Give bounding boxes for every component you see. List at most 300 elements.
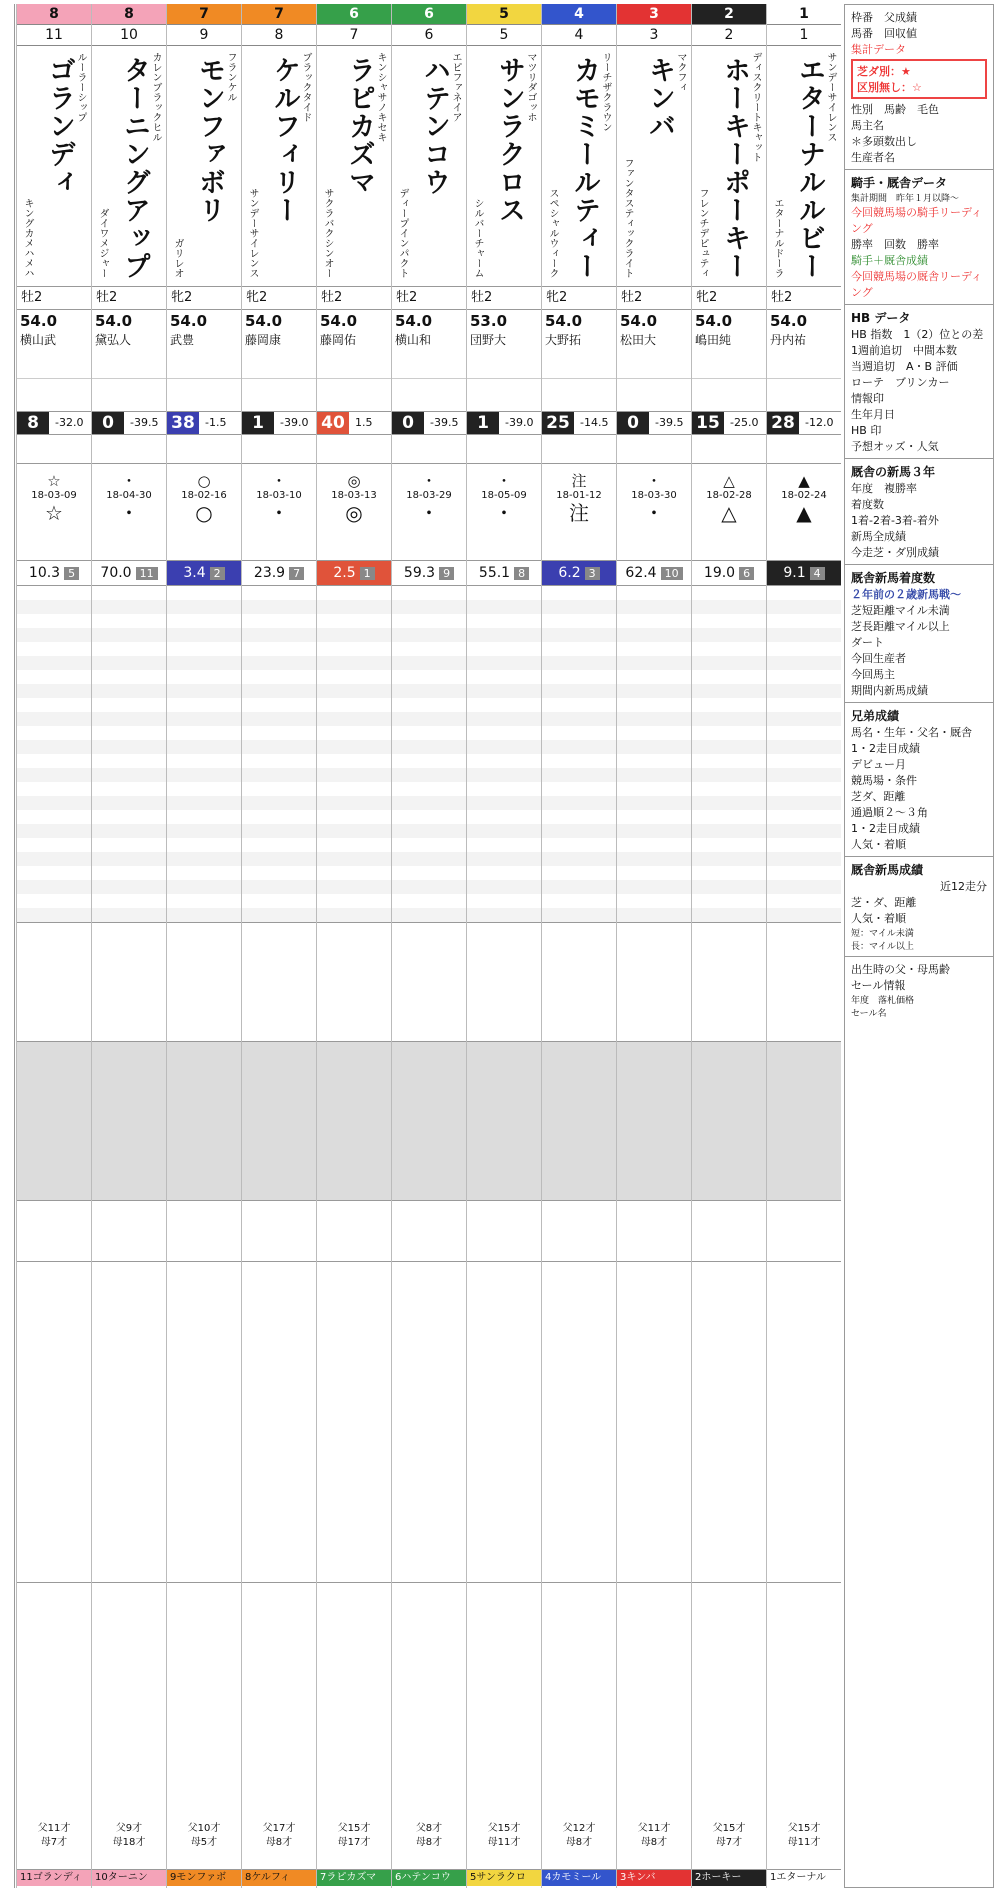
sibling-list — [317, 923, 391, 1042]
popularity: 11 — [136, 567, 158, 580]
legend-sale: セール情報 — [851, 979, 906, 992]
stable-stats-grid — [617, 586, 691, 923]
damsire-name: スペシャルウィーク — [547, 188, 558, 278]
racecard-sheet — [14, 4, 996, 1888]
stable-recent-form — [617, 1583, 691, 1847]
hb-diff: -1.5 — [205, 416, 227, 429]
dam-age: 母8才 — [640, 1837, 668, 1848]
sibling-list — [392, 923, 466, 1042]
name-box — [542, 46, 616, 287]
recent-debut-races — [392, 1262, 466, 1583]
waku-number: 6 — [317, 4, 391, 25]
dam-age: 母5才 — [190, 1837, 218, 1848]
sibling-list — [167, 923, 241, 1042]
legend-hb-info: 情報印 — [851, 392, 884, 405]
legend-sale-block — [845, 957, 993, 1023]
hb-diff: -12.0 — [805, 416, 834, 429]
trainer-name — [692, 379, 766, 397]
name-box — [242, 46, 316, 287]
info-mark: ▲ — [798, 472, 810, 490]
horse-name: ケルフィリー — [269, 56, 300, 224]
predicted-odds — [767, 561, 841, 586]
sibling-list — [92, 923, 166, 1042]
popularity: 10 — [661, 567, 683, 580]
run-count — [467, 397, 541, 412]
jockey-stats — [17, 348, 91, 379]
hb-mark: ・ — [644, 501, 664, 525]
jockey-weight: 54.0 — [695, 312, 733, 330]
jockey-stats — [542, 348, 616, 379]
legend-stable-block — [845, 459, 993, 565]
jockey-weight: 54.0 — [770, 312, 808, 330]
popularity: 2 — [210, 567, 225, 580]
jockey-name: 藤岡康 — [245, 333, 282, 347]
horse-column — [616, 4, 691, 1888]
recent-debut-races — [692, 1262, 766, 1583]
horse-column — [766, 4, 841, 1888]
horse-tag: 7ラピカズマ — [317, 1869, 391, 1886]
legend-jockey-leading: 今回競馬場の騎手リーディング — [851, 206, 983, 235]
name-box — [167, 46, 241, 287]
hb-value: 1 — [467, 412, 499, 434]
parent-ages — [167, 1822, 241, 1850]
trainer-name — [542, 379, 616, 397]
hb-index — [617, 412, 691, 435]
jockey-stats — [92, 348, 166, 379]
waku-number: 3 — [617, 4, 691, 25]
sibling-trainer — [692, 1201, 766, 1262]
legend-stable-all: 新馬全成績 — [851, 530, 906, 543]
legend-turf-dirt: 芝ダ別：★ — [857, 65, 911, 78]
horse-tag: 9モンファボ — [167, 1869, 241, 1886]
sire-age: 父10才 — [187, 1823, 221, 1834]
sibling-detail — [17, 1042, 91, 1201]
trainer-name — [467, 379, 541, 397]
popularity: 6 — [739, 567, 754, 580]
jockey-stats — [167, 348, 241, 379]
jockey-weight: 53.0 — [470, 312, 508, 330]
damsire-name: ガリレオ — [172, 238, 183, 278]
parent-ages — [467, 1822, 541, 1850]
sex-age: 牝2 — [242, 287, 316, 310]
dam-age: 母8才 — [565, 1837, 593, 1848]
hb-value: 15 — [692, 412, 724, 434]
horse-name: ハテンコウ — [419, 56, 450, 196]
stable-stats-grid — [17, 586, 91, 923]
hb-workout — [92, 435, 166, 464]
stable-recent-form — [92, 1583, 166, 1847]
hb-value: 0 — [92, 412, 124, 434]
horse-column — [691, 4, 766, 1888]
damsire-name: シルバーチャーム — [472, 198, 483, 278]
legend-recent-pop: 人気・着順 — [851, 912, 906, 925]
legend-jockey-trainer: 騎手＋厩舎成績 — [851, 254, 928, 267]
stable-stats-grid — [167, 586, 241, 923]
legend-hb-rotation: ローテ ブリンカー — [851, 376, 950, 389]
horse-number: 7 — [317, 25, 391, 46]
jockey-name: 藤岡佑 — [320, 333, 357, 347]
jockey-stats — [317, 348, 391, 379]
sire-name: マツリダゴッホ — [525, 52, 536, 122]
legend-stable-surface: 今走芝・ダ別成績 — [851, 546, 939, 559]
horse-column — [316, 4, 391, 1888]
sire-age: 父15才 — [712, 1823, 746, 1834]
sire-name: キンシャサノキセキ — [375, 52, 386, 142]
stable-recent-form — [392, 1583, 466, 1847]
legend-jockey-block — [845, 170, 993, 305]
name-box — [17, 46, 91, 287]
horse-tag: 11ゴランディ — [17, 1869, 91, 1886]
run-count — [617, 397, 691, 412]
hb-index — [692, 412, 766, 435]
info-mark: 注 — [571, 472, 587, 490]
legend-dirt: ダート — [851, 636, 884, 649]
name-box — [392, 46, 466, 287]
hb-workout — [542, 435, 616, 464]
legend-breeder2: 今回生産者 — [851, 652, 906, 665]
dam-age: 母17才 — [337, 1837, 371, 1848]
jockey-stats — [467, 348, 541, 379]
hb-mark: ・ — [269, 501, 289, 525]
odds-value: 62.4 — [625, 565, 657, 581]
prediction-mark — [317, 472, 391, 561]
legend-sibling-debut: デビュー月 — [851, 758, 906, 771]
odds-value: 9.1 — [783, 565, 806, 581]
hb-mark: ○ — [195, 501, 213, 525]
legend-jockey-title: 騎手・厩舎データ — [851, 176, 948, 190]
parent-ages — [692, 1822, 766, 1850]
parent-ages — [242, 1822, 316, 1850]
legend-breeder: 生産者名 — [851, 151, 895, 164]
birth-date: 18-02-24 — [781, 490, 827, 501]
stable-stats-grid — [392, 586, 466, 923]
hb-workout — [767, 435, 841, 464]
sibling-trainer — [17, 1201, 91, 1262]
hb-value: 25 — [542, 412, 574, 434]
sire-name: エピファネイア — [450, 52, 461, 122]
horse-column — [391, 4, 466, 1888]
hb-workout — [392, 435, 466, 464]
hb-value: 8 — [17, 412, 49, 434]
name-box — [617, 46, 691, 287]
hb-index — [242, 412, 316, 435]
horse-number: 1 — [767, 25, 841, 46]
legend-sibling-block — [845, 703, 993, 857]
legend-recent-block — [845, 857, 993, 957]
hb-index — [467, 412, 541, 435]
birth-date: 18-02-28 — [706, 490, 752, 501]
trainer-name — [317, 379, 391, 397]
sibling-list — [617, 923, 691, 1042]
sire-age: 父11才 — [637, 1823, 671, 1834]
name-box — [467, 46, 541, 287]
sibling-list — [467, 923, 541, 1042]
legend-turf-dirt-box — [851, 59, 987, 99]
horse-column — [466, 4, 541, 1888]
legend-panel — [844, 4, 994, 1888]
sibling-trainer — [392, 1201, 466, 1262]
hb-value: 0 — [392, 412, 424, 434]
prediction-mark — [392, 472, 466, 561]
hb-value: 38 — [167, 412, 199, 434]
stable-stats-grid — [242, 586, 316, 923]
predicted-odds — [167, 561, 241, 586]
waku-number: 7 — [167, 4, 241, 25]
dam-age: 母7才 — [40, 1837, 68, 1848]
sire-name: ブラックタイド — [300, 52, 311, 122]
hb-value: 28 — [767, 412, 799, 434]
info-mark: ・ — [421, 472, 437, 490]
waku-number: 7 — [242, 4, 316, 25]
hb-diff: -32.0 — [55, 416, 84, 429]
jockey-name: 団野大 — [470, 333, 507, 347]
prediction-mark — [167, 472, 241, 561]
stable-stats-grid — [692, 586, 766, 923]
odds-value: 10.3 — [28, 565, 61, 581]
recent-debut-races — [617, 1262, 691, 1583]
sex-age: 牡2 — [17, 287, 91, 310]
legend-hb-birth: 生年月日 — [851, 408, 895, 421]
legend-sibling-title: 兄弟成績 — [851, 709, 900, 723]
jockey-weight: 54.0 — [320, 312, 358, 330]
hb-mark: ◎ — [345, 501, 363, 525]
legend-short: 短：マイル未満 — [851, 929, 914, 939]
hb-mark: ・ — [119, 501, 139, 525]
jockey-name: 黛弘人 — [95, 333, 132, 347]
waku-number: 1 — [767, 4, 841, 25]
sex-age: 牡2 — [467, 287, 541, 310]
name-box — [317, 46, 391, 287]
birth-date: 18-03-10 — [256, 490, 302, 501]
run-count — [767, 397, 841, 412]
legend-stable-title: 厩舎の新馬３年 — [851, 465, 936, 479]
sire-age: 父12才 — [562, 1823, 596, 1834]
horse-number: 2 — [692, 25, 766, 46]
sire-age: 父9才 — [115, 1823, 143, 1834]
prediction-mark — [767, 472, 841, 561]
legend-sibling-pop: 人気・着順 — [851, 838, 906, 851]
recent-debut-races — [242, 1262, 316, 1583]
birth-date: 18-04-30 — [106, 490, 152, 501]
legend-period-debut: 期間内新馬成績 — [851, 684, 928, 697]
run-count — [17, 397, 91, 412]
info-mark: ・ — [121, 472, 137, 490]
legend-period: 集計期間 昨年１月以降〜 — [851, 194, 960, 204]
legend-owner2: 今回馬主 — [851, 668, 895, 681]
prediction-mark — [467, 472, 541, 561]
stable-recent-form — [467, 1583, 541, 1847]
sibling-list — [692, 923, 766, 1042]
jockey-name: 松田大 — [620, 333, 657, 347]
hb-index — [767, 412, 841, 435]
legend-stable-finish: 1着-2着-3着-着外 — [851, 514, 939, 527]
stable-stats-grid — [767, 586, 841, 923]
dam-age: 母7才 — [715, 1837, 743, 1848]
horse-name: カモミールティー — [569, 56, 600, 280]
parent-ages — [392, 1822, 466, 1850]
parent-ages — [767, 1822, 841, 1850]
sibling-trainer — [242, 1201, 316, 1262]
sire-age: 父15才 — [787, 1823, 821, 1834]
hb-workout — [167, 435, 241, 464]
horse-tag: 5サンラクロ — [467, 1869, 541, 1886]
horse-tag: 4カモミール — [542, 1869, 616, 1886]
name-box — [692, 46, 766, 287]
sire-name: フランケル — [225, 52, 236, 102]
legend-sex-age: 性別 馬齢 毛色 — [851, 103, 939, 116]
stable-stats-grid — [542, 586, 616, 923]
legend-multi: ＊多頭数出し — [851, 135, 917, 148]
horse-column — [16, 4, 91, 1888]
legend-waku: 枠番 — [851, 11, 873, 24]
jockey-weight: 54.0 — [395, 312, 433, 330]
jockey-weight: 54.0 — [170, 312, 208, 330]
predicted-odds — [17, 561, 91, 586]
name-box — [92, 46, 166, 287]
sibling-trainer — [317, 1201, 391, 1262]
sire-name: マクフィ — [675, 52, 686, 92]
hb-value: 1 — [242, 412, 274, 434]
sibling-detail — [392, 1042, 466, 1201]
parent-ages — [17, 1822, 91, 1850]
sire-age: 父17才 — [262, 1823, 296, 1834]
sire-age: 父11才 — [37, 1823, 71, 1834]
legend-no-distinction: 区別無し：☆ — [857, 81, 922, 94]
hb-diff: -39.5 — [655, 416, 684, 429]
hb-index — [17, 412, 91, 435]
legend-winrate: 勝率 回数 勝率 — [851, 238, 939, 251]
sibling-list — [242, 923, 316, 1042]
run-count — [242, 397, 316, 412]
dam-age: 母18才 — [112, 1837, 146, 1848]
horse-number: 4 — [542, 25, 616, 46]
prediction-mark — [617, 472, 691, 561]
legend-sire-record: 父成績 — [884, 11, 917, 24]
popularity: 5 — [64, 567, 79, 580]
jockey-name: 丹内祐 — [770, 333, 807, 347]
jockey-name: 嶋田純 — [695, 333, 732, 347]
birth-date: 18-01-12 — [556, 490, 602, 501]
popularity: 7 — [289, 567, 304, 580]
birth-date: 18-05-09 — [481, 490, 527, 501]
horse-tag: 10ターニン — [92, 1869, 166, 1886]
parent-ages — [542, 1822, 616, 1850]
stable-recent-form — [317, 1583, 391, 1847]
birth-date: 18-03-13 — [331, 490, 377, 501]
birth-date: 18-03-09 — [31, 490, 77, 501]
legend-turf-long: 芝長距離マイル以上 — [851, 620, 950, 633]
horse-name: ターニングアップ — [119, 56, 150, 280]
hb-workout — [617, 435, 691, 464]
sex-age: 牡2 — [92, 287, 166, 310]
legend-hb-title: HB データ — [851, 311, 911, 325]
hb-workout — [17, 435, 91, 464]
horse-columns — [14, 4, 841, 1888]
trainer-name — [17, 379, 91, 397]
prediction-mark — [242, 472, 316, 561]
sex-age: 牝2 — [692, 287, 766, 310]
recent-debut-races — [92, 1262, 166, 1583]
stable-recent-form — [542, 1583, 616, 1847]
sibling-detail — [467, 1042, 541, 1201]
stable-stats-grid — [92, 586, 166, 923]
prediction-mark — [542, 472, 616, 561]
jockey-weight: 54.0 — [245, 312, 283, 330]
jockey-name: 横山和 — [395, 333, 432, 347]
info-mark: ○ — [197, 472, 211, 490]
popularity: 9 — [439, 567, 454, 580]
jockey-stats — [392, 348, 466, 379]
legend-hb-index: HB 指数 1（2）位との差 — [851, 328, 984, 341]
hb-mark: ・ — [494, 501, 514, 525]
stable-recent-form — [242, 1583, 316, 1847]
sire-age: 父8才 — [415, 1823, 443, 1834]
run-count — [167, 397, 241, 412]
prediction-mark — [17, 472, 91, 561]
parent-ages — [617, 1822, 691, 1850]
jockey-name: 横山武 — [20, 333, 57, 347]
stable-stats-grid — [317, 586, 391, 923]
horse-name: サンラクロス — [494, 56, 525, 224]
damsire-name: ディープインパクト — [397, 188, 408, 278]
sibling-detail — [617, 1042, 691, 1201]
sibling-detail — [542, 1042, 616, 1201]
legend-sibling-pass: 通過順２〜３角 — [851, 806, 928, 819]
sex-age: 牝2 — [542, 287, 616, 310]
sire-name: サンデーサイレンス — [825, 52, 836, 142]
horse-number: 3 — [617, 25, 691, 46]
recent-debut-races — [467, 1262, 541, 1583]
damsire-name: フレンチデピュティ — [697, 188, 708, 278]
predicted-odds — [542, 561, 616, 586]
popularity: 8 — [514, 567, 529, 580]
sex-age: 牝2 — [167, 287, 241, 310]
stable-recent-form — [767, 1583, 841, 1847]
parent-ages — [92, 1822, 166, 1850]
hb-mark: ・ — [419, 501, 439, 525]
odds-value: 55.1 — [478, 565, 511, 581]
sire-name: カレンブラックヒル — [150, 52, 161, 142]
waku-number: 4 — [542, 4, 616, 25]
waku-number: 5 — [467, 4, 541, 25]
birth-date: 18-03-30 — [631, 490, 677, 501]
sire-name: ルーラーシップ — [75, 52, 86, 122]
sibling-detail — [692, 1042, 766, 1201]
jockey-name: 武豊 — [170, 333, 195, 347]
horse-name: モンファボリ — [194, 56, 225, 224]
legend-trainer-leading: 今回競馬場の厩舎リーディング — [851, 270, 983, 299]
legend-recovery: 回収値 — [884, 27, 917, 40]
sibling-list — [767, 923, 841, 1042]
hb-index — [392, 412, 466, 435]
legend-hb-workout1: 1週前追切 中間本数 — [851, 344, 957, 357]
horse-number: 11 — [17, 25, 91, 46]
horse-number: 8 — [242, 25, 316, 46]
hb-index — [92, 412, 166, 435]
dam-age: 母11才 — [487, 1837, 521, 1848]
sibling-trainer — [617, 1201, 691, 1262]
legend-hb-workout2: 当週追切 A・B 評価 — [851, 360, 958, 373]
sibling-trainer — [767, 1201, 841, 1262]
predicted-odds — [242, 561, 316, 586]
horse-column — [541, 4, 616, 1888]
horse-number: 10 — [92, 25, 166, 46]
sibling-detail — [167, 1042, 241, 1201]
hb-diff: -39.0 — [280, 416, 309, 429]
legend-sibling-course: 競馬場・条件 — [851, 774, 917, 787]
legend-debut-title: 厩舎新馬着度数 — [851, 571, 936, 585]
birth-date: 18-03-29 — [406, 490, 452, 501]
